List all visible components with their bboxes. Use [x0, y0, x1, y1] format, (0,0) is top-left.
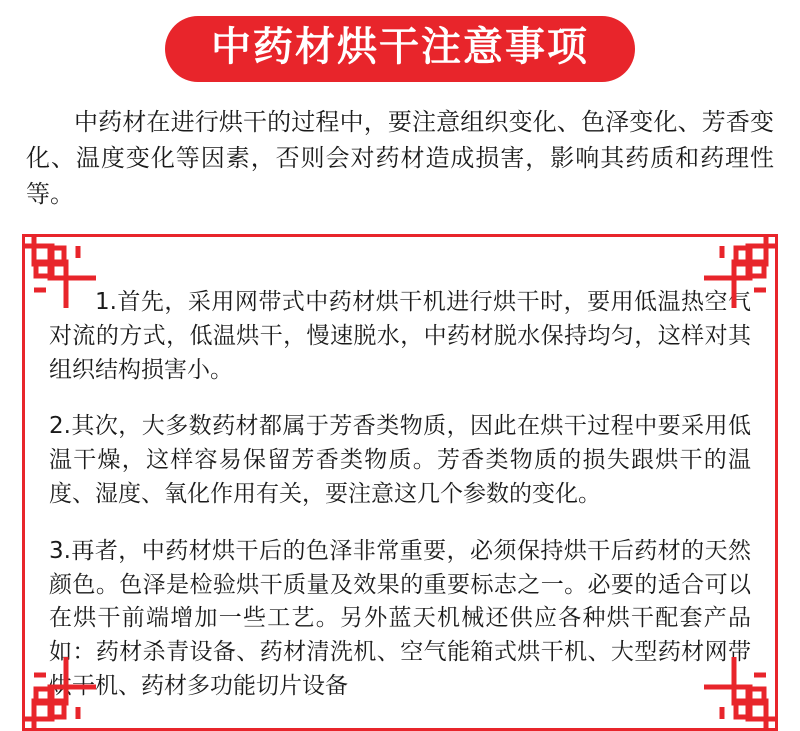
notes-box: [22, 234, 778, 731]
page-title: 中药材烘干注意事项: [165, 16, 635, 82]
note-item: 1.首先，采用网带式中药材烘干机进行烘干时，要用低温热空气对流的方式，低温烘干，慢速脱水，中药材脱水保持均匀，这样对其组织结构损害小。: [49, 289, 751, 383]
note-item: 3.再者，中药材烘干后的色泽非常重要，必须保持烘干后药材的天然颜色。色泽是检验烘干质量及效果的重要标志之一。必要的适合可以在烘干前端增加一些工艺。另外蓝天机械还供应各种烘干配套产品如：药材杀青设备、药材清洗机、空气能箱式烘干机、大型药材网带烘干机、药材多功能切片设备: [49, 537, 751, 699]
intro-paragraph: 中药材在进行烘干的过程中，要注意组织变化、色泽变化、芳香变化、温度变化等因素，否则会对药材造成损害，影响其药质和药理性等。: [26, 108, 774, 208]
title-banner-wrap: [0, 0, 800, 82]
note-item: 2.其次，大多数药材都属于芳香类物质，因此在烘干过程中要采用低温干燥，这样容易保留芳香类物质。芳香类物质的损失跟烘干的温度、湿度、氧化作用有关，要注意这几个参数的变化。: [49, 413, 751, 507]
